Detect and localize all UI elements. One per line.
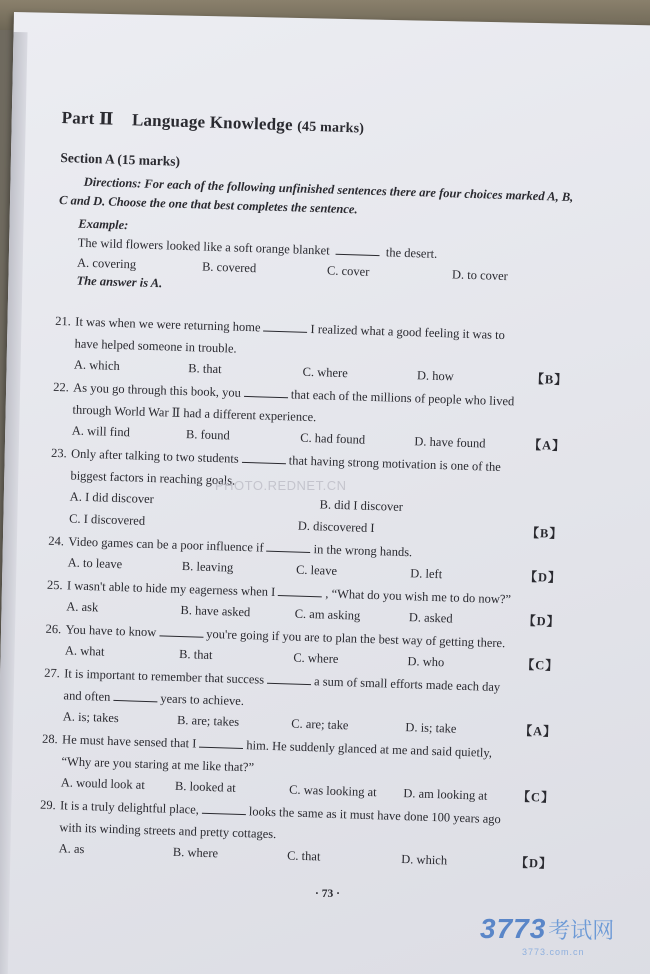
photo-watermark: PHOTO.REDNET.CN — [215, 478, 347, 493]
example-label: Example: — [78, 216, 129, 233]
option-d: D. who — [407, 654, 445, 670]
option-b: B. leaving — [181, 559, 234, 575]
option-d: D. am looking at — [403, 786, 488, 803]
question-text-end: that each of the millions of people who lived — [290, 387, 515, 409]
answer-blank — [278, 585, 322, 597]
question-text-end: him. He suddenly glanced at me and said quietly, — [246, 738, 493, 760]
answer-key: 【D】 — [515, 855, 553, 871]
option-d: D. left — [410, 566, 443, 582]
answer-blank — [113, 690, 157, 702]
option-a: A. what — [64, 643, 105, 659]
question-number: 23. — [50, 445, 67, 461]
site-logo — [480, 913, 640, 963]
option-a: A. as — [58, 841, 85, 857]
option-a: A. ask — [66, 599, 99, 615]
option-b: B. that — [188, 361, 222, 377]
option-d: D. to cover — [451, 267, 509, 284]
question-text-start: It is important to remember that success — [64, 666, 265, 687]
question-text-end: years to achieve. — [160, 691, 245, 709]
option-c: C. cover — [326, 263, 370, 279]
question-number: 27. — [44, 665, 61, 681]
option-c: C. where — [302, 364, 348, 381]
option-b: B. that — [178, 646, 213, 663]
question-text-end: a sum of small efforts made each day — [313, 674, 501, 695]
option-a: A. is; takes — [62, 709, 119, 726]
logo-brand: 3773 — [480, 913, 547, 944]
option-c: C. where — [293, 650, 339, 666]
answer-key: 【B】 — [531, 371, 568, 388]
question-number: 24. — [48, 533, 65, 549]
answer-key: 【D】 — [524, 569, 562, 585]
option-b: B. have asked — [180, 603, 251, 620]
question-number: 28. — [41, 731, 59, 747]
question-text-start: Only after talking to two students — [70, 446, 239, 466]
answer-key: 【D】 — [522, 613, 561, 629]
question-number: 22. — [53, 379, 70, 395]
option-a: A. which — [73, 357, 120, 373]
option-d: D. discovered I — [297, 518, 375, 536]
answer-blank — [159, 625, 203, 637]
question-continuation: biggest factors in reaching goals. — [70, 468, 236, 488]
option-a: A. would look at — [60, 775, 146, 792]
option-c: C. I discovered — [68, 511, 146, 528]
page-number: · 73 · — [315, 888, 340, 900]
question-number: 29. — [39, 797, 56, 813]
answer-key: 【A】 — [528, 437, 566, 454]
option-c: C. had found — [300, 430, 366, 447]
option-c: C. that — [286, 848, 321, 864]
question-text-start: and often — [63, 688, 111, 704]
option-b: B. are; takes — [176, 712, 240, 729]
answer-key: 【C】 — [517, 789, 555, 805]
question-number: 26. — [45, 621, 62, 637]
option-d: D. have found — [414, 434, 486, 451]
answer-blank — [202, 803, 246, 815]
option-c: C. am asking — [294, 606, 361, 623]
part-number: Part Ⅱ — [61, 108, 114, 129]
question-text-start: It was when we were returning home — [75, 314, 261, 335]
example-answer: The answer is A. — [76, 273, 163, 291]
answer-blank — [244, 386, 288, 398]
question-text-start: It is a truly delightful place, — [59, 798, 200, 817]
question-text-end: that having strong motivation is one of the — [288, 453, 501, 474]
option-b: B. found — [185, 427, 231, 443]
option-c: C. are; take — [291, 716, 349, 733]
answer-blank — [263, 320, 307, 332]
question-text-end: looks the same as it must have done 100 years ago — [248, 804, 501, 827]
part-marks: (45 marks) — [296, 119, 365, 137]
option-b: B. looked at — [174, 778, 236, 795]
question-number: 25. — [46, 577, 63, 593]
option-d: D. how — [416, 368, 455, 384]
part-name: Language Knowledge — [131, 110, 294, 135]
answer-blank — [242, 452, 286, 464]
answer-blank — [267, 673, 311, 685]
example-sentence-end: the desert. — [385, 245, 438, 261]
question-text-start: I wasn't able to hide my eagerness when I — [66, 578, 276, 599]
page-binding-edge — [0, 32, 28, 974]
option-b: B. did I discover — [319, 497, 404, 514]
option-d: D. is; take — [405, 720, 457, 736]
directions: Directions: For each of the following unfinished sentences there are four choices marked A, B, C and D. Choose the one that best completes the sentence. — [58, 174, 574, 217]
logo-brand-cn: 考试网 — [548, 919, 615, 944]
question-text-start: He must have sensed that I — [61, 732, 197, 751]
option-a: A. covering — [76, 255, 137, 272]
option-a: A. I did discover — [69, 489, 154, 507]
example-sentence-start: The wild flowers looked like a soft orange blanket — [77, 235, 330, 258]
option-d: D. which — [401, 852, 448, 868]
option-b: B. covered — [201, 259, 257, 276]
answer-blank — [336, 244, 380, 256]
question-text-start: Video games can be a poor influence if — [68, 534, 264, 555]
question-continuation: through World War Ⅱ had a different experience. — [72, 402, 317, 425]
answer-blank — [199, 737, 243, 749]
question-continuation: “Why are you staring at me like that?” — [61, 754, 255, 775]
question-text-start: You have to know — [65, 622, 157, 640]
answer-key: 【C】 — [521, 657, 559, 673]
question-text-end: you're going if you are to plan the best way of getting there. — [206, 626, 506, 651]
question-text-start: As you go through this book, you — [73, 380, 242, 400]
option-d: D. asked — [408, 610, 453, 626]
option-a: A. will find — [71, 423, 131, 440]
question-number: 21. — [55, 313, 72, 329]
section-title: Section A (15 marks) — [60, 150, 181, 169]
exam-page — [0, 12, 650, 974]
question-text-end: , “What do you wish me to do now?” — [325, 586, 512, 607]
option-b: B. where — [172, 844, 219, 861]
question-continuation: with its winding streets and pretty cottages. — [59, 820, 277, 842]
question-23 — [49, 442, 571, 545]
question-continuation: have helped someone in trouble. — [74, 336, 237, 356]
option-c: C. leave — [295, 562, 338, 578]
question-text-end: I realized what a good feeling it was to — [310, 321, 506, 343]
logo-url: 3773.com.cn — [522, 947, 585, 957]
part-title — [61, 108, 581, 144]
question-text-end: in the wrong hands. — [313, 542, 413, 560]
answer-blank — [267, 541, 311, 553]
answer-key: 【A】 — [519, 723, 557, 739]
option-c: C. was looking at — [288, 782, 377, 800]
answer-key: 【B】 — [526, 525, 564, 541]
option-a: A. to leave — [67, 555, 123, 572]
